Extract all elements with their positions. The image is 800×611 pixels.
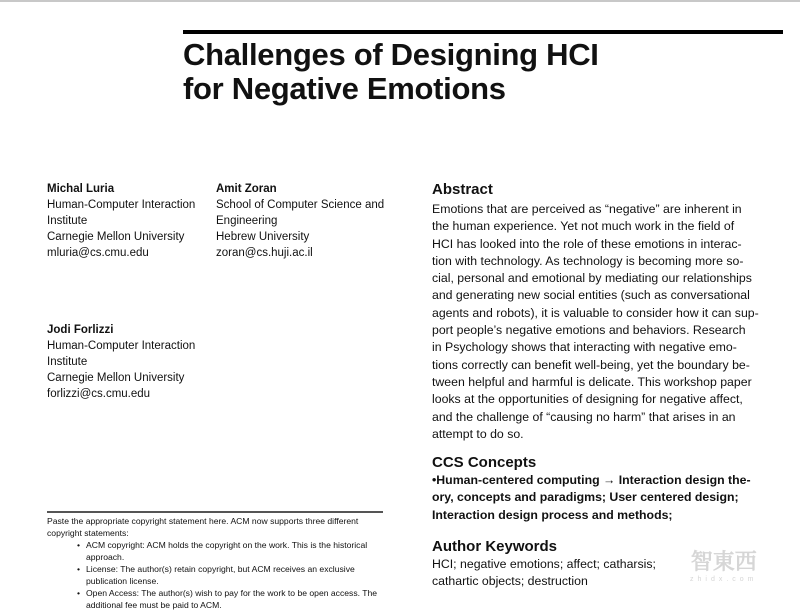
watermark-logo — [690, 545, 758, 583]
copyright-statement — [47, 515, 387, 611]
author-affiliation: Carnegie Mellon University — [47, 372, 185, 384]
text-line: in Psychology shows that interacting with negative emo- — [432, 340, 737, 355]
text-line: tions correctly can benefit well-being, yet the boundary be- — [432, 357, 750, 372]
author-email: forlizzi@cs.cmu.edu — [47, 388, 151, 400]
title-line: Challenges of Designing HCI — [183, 37, 599, 72]
author-affiliation: School of Computer Science and — [216, 199, 385, 211]
watermark-text: 智東西 — [690, 549, 757, 574]
author-affiliation: Hebrew University — [216, 231, 310, 243]
text-line: and generating new social entities (such as conversational — [432, 288, 750, 303]
copyright-item: • ACM copyright: ACM holds the copyright on the work. This is the historical approach. — [77, 539, 387, 563]
author-name: Amit Zoran — [216, 183, 277, 195]
text-line: cathartic objects; destruction — [432, 574, 588, 589]
abstract-text — [432, 201, 759, 443]
ccs-heading: CCS Concepts — [432, 454, 537, 471]
text-line: Emotions that are perceived as “negative” are inherent in — [432, 202, 742, 216]
paper-title — [183, 38, 599, 106]
text-line: and the challenge of “causing no harm” that arises in an — [432, 409, 736, 424]
text-line: HCI; negative emotions; affect; catharsis; — [432, 557, 656, 571]
text-line: port people’s negative emotions and behaviors. Research — [432, 323, 746, 338]
title-rule — [183, 30, 783, 34]
text-line: HCI has looked into the role of these emotions in interac- — [432, 236, 742, 251]
author-affiliation: Engineering — [216, 215, 278, 227]
copyright-item: • License: The author(s) retain copyright, but ACM receives an exclusive publication license. — [77, 563, 387, 587]
title-line: for Negative Emotions — [183, 71, 506, 106]
author-email: zoran@cs.huji.ac.il — [216, 247, 313, 259]
author-block — [47, 181, 195, 261]
text-line: tion with technology. As technology is becoming more so- — [432, 253, 744, 268]
copyright-item: • Open Access: The author(s) wish to pay for the work to be open access. The additional fee must be paid to ACM. — [77, 587, 387, 611]
text-line: the human experience. Yet not much work in the field of — [432, 219, 735, 234]
ccs-text — [432, 472, 751, 524]
text-line: attempt to do so. — [432, 426, 524, 441]
author-name: Michal Luria — [47, 183, 115, 195]
text-line: ory, concepts and paradigms; User centered design; — [432, 490, 739, 505]
keywords-heading: Author Keywords — [432, 538, 558, 555]
author-block — [216, 181, 384, 261]
text-line: tween helpful and harmful is delicate. This workshop paper — [432, 374, 752, 389]
keywords-text — [432, 556, 656, 591]
copyright-rule — [47, 511, 383, 513]
author-name: Jodi Forlizzi — [47, 324, 114, 336]
author-block — [47, 322, 195, 402]
window-top-border — [0, 0, 800, 2]
text-line: •Human-centered computing → Interaction design the- — [432, 473, 751, 487]
text-line: Interaction design process and methods; — [432, 507, 673, 522]
author-email: mluria@cs.cmu.edu — [47, 247, 149, 259]
text-line: cial, personal and emotional by mediating our relationships — [432, 271, 752, 286]
author-affiliation: Institute — [47, 215, 88, 227]
text-line: looks at the opportunities of designing for negative affect, — [432, 392, 743, 407]
copyright-intro: Paste the appropriate copyright statement here. ACM now supports three different copyright statements: — [47, 516, 359, 538]
author-affiliation: Carnegie Mellon University — [47, 231, 185, 243]
author-affiliation: Human-Computer Interaction — [47, 199, 196, 211]
author-affiliation: Human-Computer Interaction — [47, 340, 196, 352]
watermark-url: zhidx.com — [690, 576, 758, 583]
abstract-heading: Abstract — [432, 181, 493, 198]
author-affiliation: Institute — [47, 356, 88, 368]
text-line: agents and robots), it is valuable to consider how it can sup- — [432, 305, 759, 320]
